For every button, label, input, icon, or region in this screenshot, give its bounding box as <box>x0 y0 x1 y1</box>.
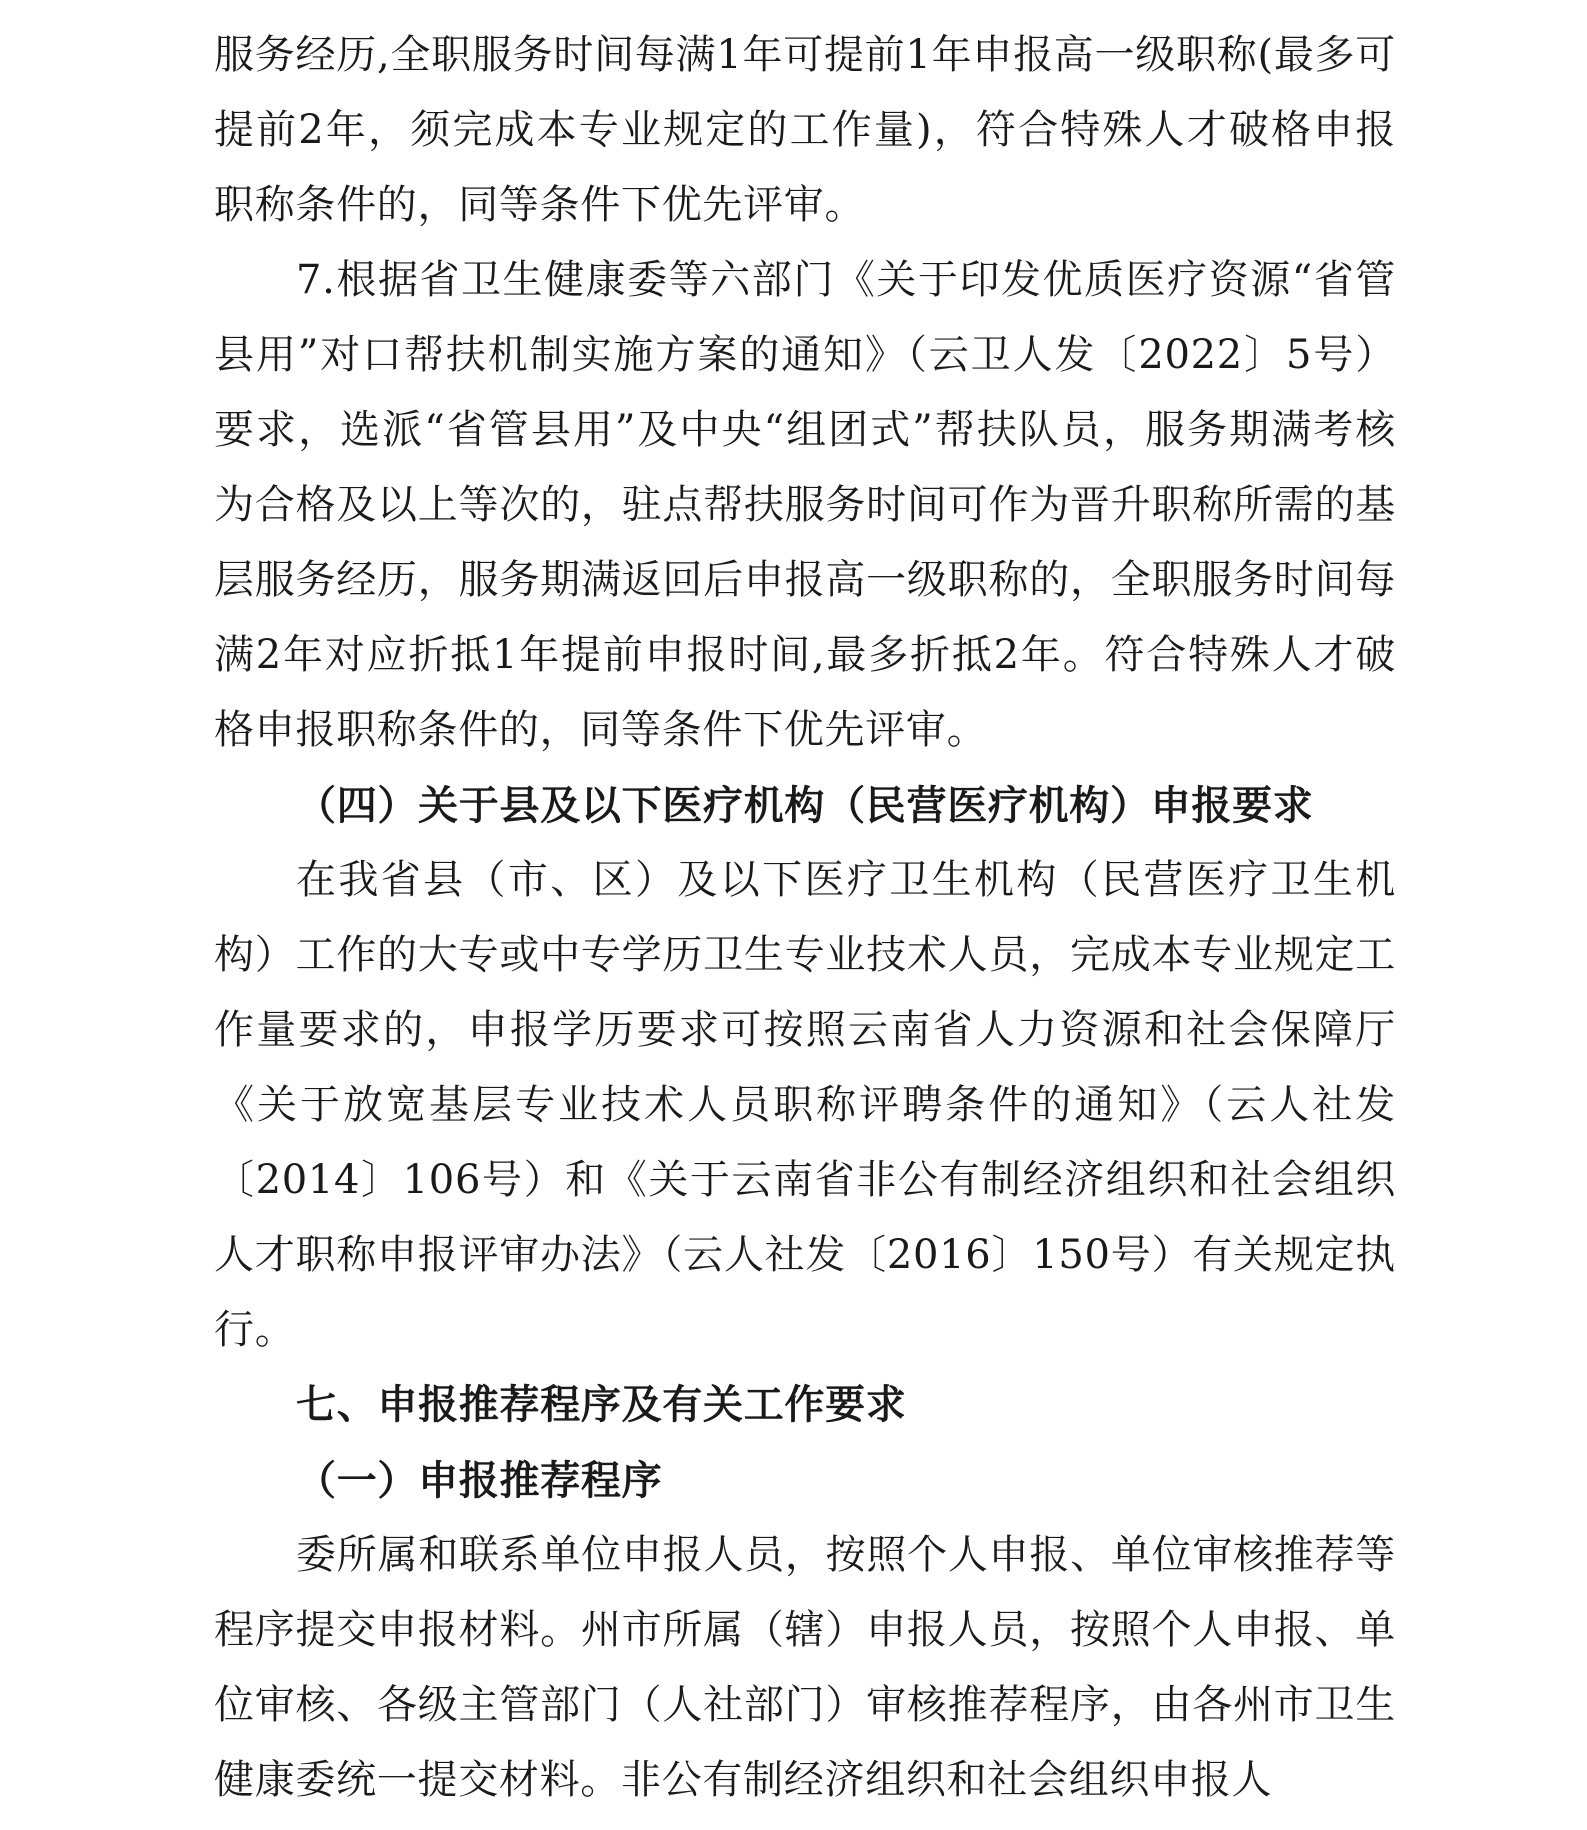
paragraph-procedure: 委所属和联系单位申报人员，按照个人申报、单位审核推荐等程序提交申报材料。州市所属（辖）申报人员，按照个人申报、单位审核、各级主管部门（人社部门）审核推荐程序，由各州市卫生健康委统一提交材料。非公有制经济组织和社会组织申报人 <box>214 1532 1396 1803</box>
paragraph-continued: 服务经历,全职服务时间每满1年可提前1年申报高一级职称(最多可提前2年，须完成本专业规定的工作量)，符合特殊人才破格申报职称条件的，同等条件下优先评审。 <box>214 32 1396 228</box>
document-body <box>214 18 1396 1818</box>
subheading-procedure: （一）申报推荐程序 <box>296 1457 663 1504</box>
paragraph-item-7: 7.根据省卫生健康委等六部门《关于印发优质医疗资源“省管县用”对口帮扶机制实施方案的通知》（云卫人发〔2022〕5号）要求，选派“省管县用”及中央“组团式”帮扶队员，服务期满考核为合格及以上等次的，驻点帮扶服务时间可作为晋升职称所需的基层服务经历，服务期满返回后申报高一级职称的，全职服务时间每满2年对应折抵1年提前申报时间,最多折抵2年。符合特殊人才破格申报职称条件的，同等条件下优先评审。 <box>214 257 1396 753</box>
paragraph-county-requirements: 在我省县（市、区）及以下医疗卫生机构（民营医疗卫生机构）工作的大专或中专学历卫生专业技术人员，完成本专业规定工作量要求的，申报学历要求可按照云南省人力资源和社会保障厅《关于放宽基层专业技术人员职称评聘条件的通知》（云人社发〔2014〕106号）和《关于云南省非公有制经济组织和社会组织人才职称申报评审办法》（云人社发〔2016〕150号）有关规定执行。 <box>214 857 1396 1353</box>
heading-section-7: 七、申报推荐程序及有关工作要求 <box>296 1382 907 1428</box>
subheading-section-4: （四）关于县及以下医疗机构（民营医疗机构）申报要求 <box>296 782 1314 829</box>
